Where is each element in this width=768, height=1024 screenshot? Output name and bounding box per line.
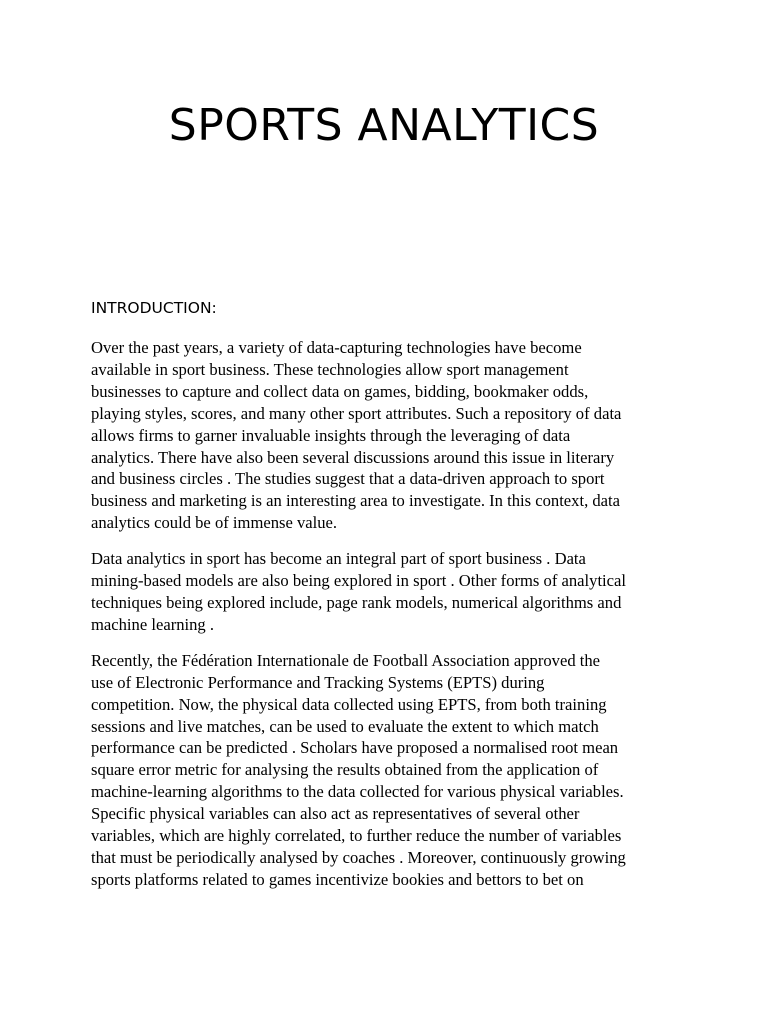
paragraph-3 — [91, 650, 691, 891]
section-heading-introduction: INTRODUCTION: — [91, 299, 217, 317]
paragraph-1 — [91, 337, 691, 534]
text-line: allows firms to garner invaluable insights through the leveraging of data — [91, 425, 571, 445]
text-line: Data analytics in sport has become an integral part of sport business . Data — [91, 549, 586, 569]
text-line: playing styles, scores, and many other sport attributes. Such a repository of data — [91, 403, 622, 423]
text-line: businesses to capture and collect data on games, bidding, bookmaker odds, — [91, 381, 589, 401]
text-line: variables, which are highly correlated, to further reduce the number of variables — [91, 826, 622, 846]
text-line: sessions and live matches, can be used to evaluate the extent to which match — [91, 716, 599, 736]
document-title: SPORTS ANALYTICS — [168, 100, 600, 151]
text-line: Recently, the Fédération Internationale de Football Association approved the — [91, 650, 601, 670]
text-line: business and marketing is an interesting area to investigate. In this context, data — [91, 491, 621, 511]
text-line: and business circles . The studies suggest that a data-driven approach to sport — [91, 469, 605, 489]
text-line: machine learning . — [91, 614, 215, 634]
text-line: available in sport business. These technologies allow sport management — [91, 359, 569, 379]
text-line: Specific physical variables can also act as representatives of several other — [91, 804, 580, 824]
text-line: machine-learning algorithms to the data collected for various physical variables. — [91, 782, 624, 802]
text-line: use of Electronic Performance and Tracking Systems (EPTS) during — [91, 672, 545, 692]
text-line: analytics. There have also been several discussions around this issue in literary — [91, 447, 615, 467]
text-line: sports platforms related to games incentivize bookies and bettors to bet on — [91, 869, 584, 889]
paragraph-2 — [91, 548, 691, 636]
text-line: mining-based models are also being explored in sport . Other forms of analytical — [91, 571, 627, 591]
text-line: Over the past years, a variety of data-capturing technologies have become — [91, 338, 582, 357]
text-line: analytics could be of immense value. — [91, 513, 338, 533]
text-line: competition. Now, the physical data collected using EPTS, from both training — [91, 694, 607, 714]
text-line: performance can be predicted . Scholars have proposed a normalised root mean — [91, 738, 619, 758]
text-line: square error metric for analysing the results obtained from the application of — [91, 760, 599, 780]
text-line: techniques being explored include, page rank models, numerical algorithms and — [91, 592, 622, 612]
text-line: that must be periodically analysed by coaches . Moreover, continuously growing — [91, 847, 626, 867]
document-body — [91, 337, 691, 905]
